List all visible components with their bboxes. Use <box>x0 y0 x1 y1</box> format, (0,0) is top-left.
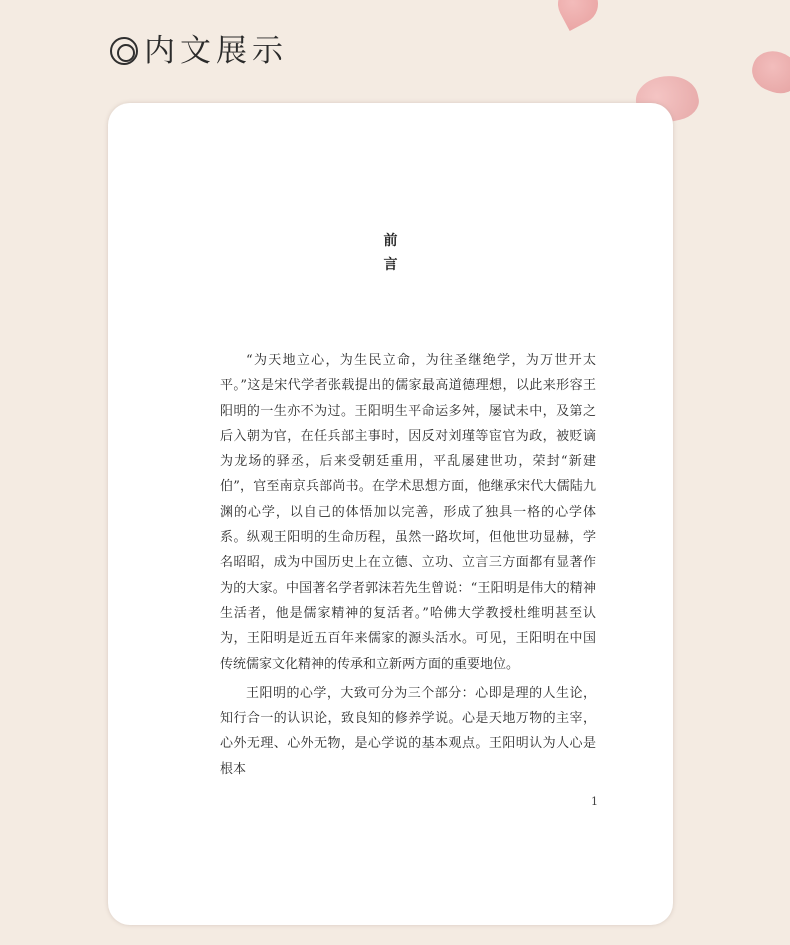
page-body <box>220 348 596 786</box>
page-heading <box>108 229 673 277</box>
heading-char: 前 <box>383 233 398 249</box>
page-number: 1 <box>591 795 598 808</box>
section-header <box>110 28 288 74</box>
section-title: 内文展示 <box>144 32 288 69</box>
book-page <box>108 103 673 925</box>
paragraph: “为天地立心，为生民立命，为往圣继绝学，为万世开太平。”这是宋代学者张载提出的儒家最高道德理想，以此来形容王阳明的一生亦不为过。王阳明生平命运多舛，屡试未中，及第之后入朝为官，在任兵部主事时，因反对刘瑾等宦官为政，被贬谪为龙场的驿丞，后来受朝廷重用，平乱屡建世功，荣封“新建伯”，官至南京兵部尚书。在学术思想方面，他继承宋代大儒陆九渊的心学，以自己的体悟加以完善，形成了独具一格的心学体系。纵观王阳明的生命历程，虽然一路坎坷，但他世功显赫，学名昭昭，成为中国历史上在立德、立功、立言三方面都有显著作为的大家。中国著名学者郭沫若先生曾说：“王阳明是伟大的精神生活者，他是儒家精神的复活者。”哈佛大学教授杜维明甚至认为，王阳明是近五百年来儒家的源头活水。可见，王阳明在中国传统儒家文化精神的传承和立新两方面的重要地位。 <box>220 353 596 672</box>
heading-char: 言 <box>383 257 398 273</box>
petal-decoration <box>551 0 605 31</box>
paragraph: 王阳明的心学，大致可分为三个部分：心即是理的人生论，知行合一的认识论，致良知的修养学说。心是天地万物的主宰，心外无理、心外无物，是心学说的基本观点。王阳明认为人心是根本 <box>220 685 596 777</box>
petal-decoration <box>747 46 790 99</box>
double-circle-icon <box>110 37 138 65</box>
